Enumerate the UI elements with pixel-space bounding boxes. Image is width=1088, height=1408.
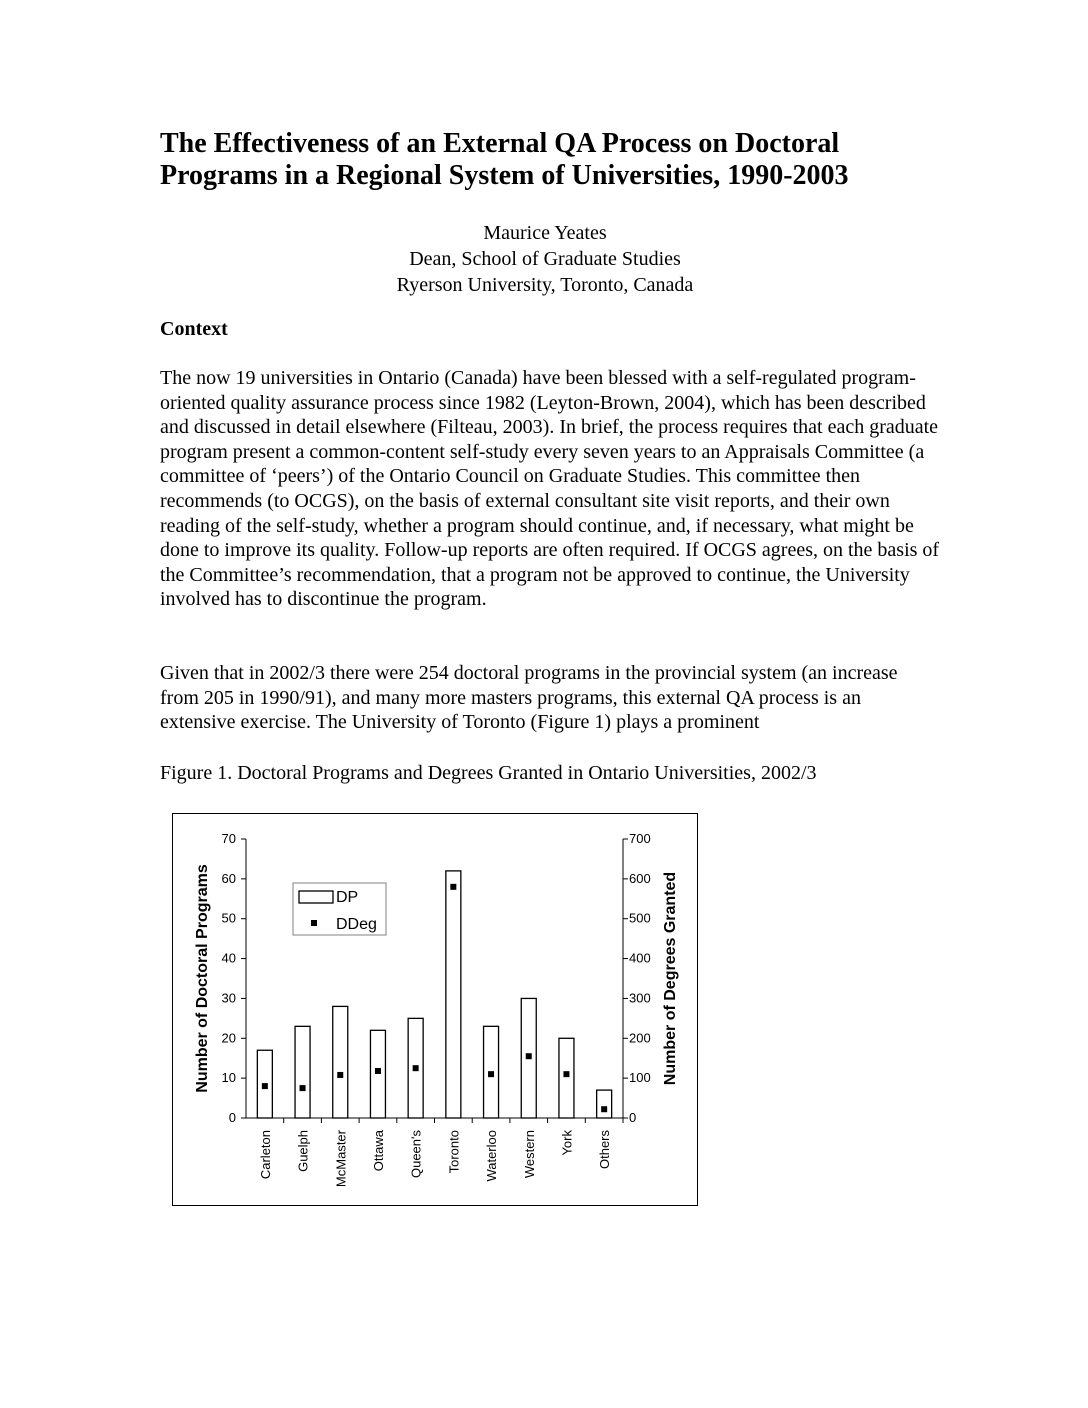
right-tick-label: 0 <box>629 1110 637 1125</box>
left-tick-label: 70 <box>221 831 236 846</box>
y-axis-label: Number of Doctoral Programs <box>194 864 211 1093</box>
chart-legend <box>293 883 386 935</box>
left-tick-label: 30 <box>221 990 236 1006</box>
category-label: York <box>559 1130 575 1156</box>
bar-dp <box>295 1026 310 1118</box>
left-tick-label: 60 <box>221 870 236 886</box>
paper-title: The Effectiveness of an External QA Process on Doctoral Programs in a Regional System of Universities, 1990-2003 <box>160 128 849 191</box>
bar-dp <box>446 871 461 1118</box>
point-ddeg <box>488 1071 494 1077</box>
author-position: Dean, School of Graduate Studies <box>409 248 681 270</box>
author-block <box>160 220 930 298</box>
y2-axis-label: Number of Degrees Granted <box>662 871 679 1086</box>
point-ddeg <box>375 1068 381 1074</box>
bar-dp <box>597 1090 612 1118</box>
left-tick-label: 10 <box>221 1070 236 1086</box>
category-label: Western <box>521 1130 537 1179</box>
point-ddeg <box>262 1083 268 1089</box>
figure-1-chart <box>172 813 698 1206</box>
author-name: Maurice Yeates <box>483 222 607 244</box>
left-tick-label: 20 <box>221 1030 236 1046</box>
left-tick-label: 50 <box>221 910 236 926</box>
legend-dp-label: DP <box>336 889 359 906</box>
point-ddeg <box>526 1053 532 1059</box>
category-label: Carleton <box>257 1130 273 1180</box>
author-affiliation: Ryerson University, Toronto, Canada <box>396 274 694 296</box>
bar-dp <box>559 1038 574 1118</box>
point-ddeg <box>450 884 456 890</box>
right-tick-label: 200 <box>629 1030 651 1046</box>
point-ddeg <box>413 1065 419 1071</box>
category-label: McMaster <box>333 1130 349 1188</box>
paragraph-2: Given that in 2002/3 there were 254 doctoral programs in the provincial system (an increase from 205 in 1990/91), and many more masters programs, this external QA process is an extensive exercise. The University of Toronto (Figure 1) plays a prominent <box>160 662 898 734</box>
point-ddeg <box>601 1106 607 1112</box>
right-axis-ticks <box>623 831 651 1125</box>
point-ddeg <box>300 1085 306 1091</box>
bar-dp <box>333 1006 348 1118</box>
right-tick-label: 600 <box>629 870 651 886</box>
legend-ddeg-marker <box>311 920 317 926</box>
chart-canvas <box>173 814 699 1207</box>
category-label: Guelph <box>295 1130 311 1172</box>
section-heading: Context <box>160 318 228 340</box>
point-ddeg <box>337 1072 343 1078</box>
right-tick-label: 100 <box>629 1070 651 1086</box>
right-tick-label: 700 <box>629 831 651 846</box>
category-labels <box>258 1118 623 1187</box>
figure-caption: Figure 1. Doctoral Programs and Degrees Granted in Ontario Universities, 2002/3 <box>160 762 817 784</box>
left-tick-label: 40 <box>221 950 236 966</box>
left-tick-label: 0 <box>228 1110 236 1125</box>
legend-dp-swatch <box>299 891 333 903</box>
category-label: Toronto <box>446 1130 462 1174</box>
paragraph-1: The now 19 universities in Ontario (Canada) have been blessed with a self-regulated program-oriented quality assurance process since 1982 (Leyton-Brown, 2004), which has been described and discussed in detail elsewhere (Filteau, 2003). In brief, the process requires that each graduate program present a common-content self-study every seven years to an Appraisals Committee (a committee of ‘peers’) of the Ontario Council on Graduate Studies. This committee then recommends (to OCGS), on the basis of external consultant site visit reports, and their own reading of the self-study, whether a program should continue, and, if necessary, what might be done to improve its quality. Follow-up reports are often required. If OCGS agrees, on the basis of the Committee’s recommendation, that a program not be approved to continue, the University involved has to discontinue the program. <box>160 367 940 611</box>
category-label: Queen's <box>408 1130 424 1179</box>
category-label: Waterloo <box>484 1130 500 1182</box>
right-tick-label: 400 <box>629 950 651 966</box>
point-ddeg <box>563 1071 569 1077</box>
category-label: Ottawa <box>370 1130 386 1172</box>
bar-dp <box>370 1030 385 1118</box>
legend-ddeg-label: DDeg <box>336 916 377 933</box>
category-label: Others <box>597 1130 613 1170</box>
right-tick-label: 500 <box>629 910 651 926</box>
left-axis-ticks <box>222 831 246 1125</box>
right-tick-label: 300 <box>629 990 651 1006</box>
